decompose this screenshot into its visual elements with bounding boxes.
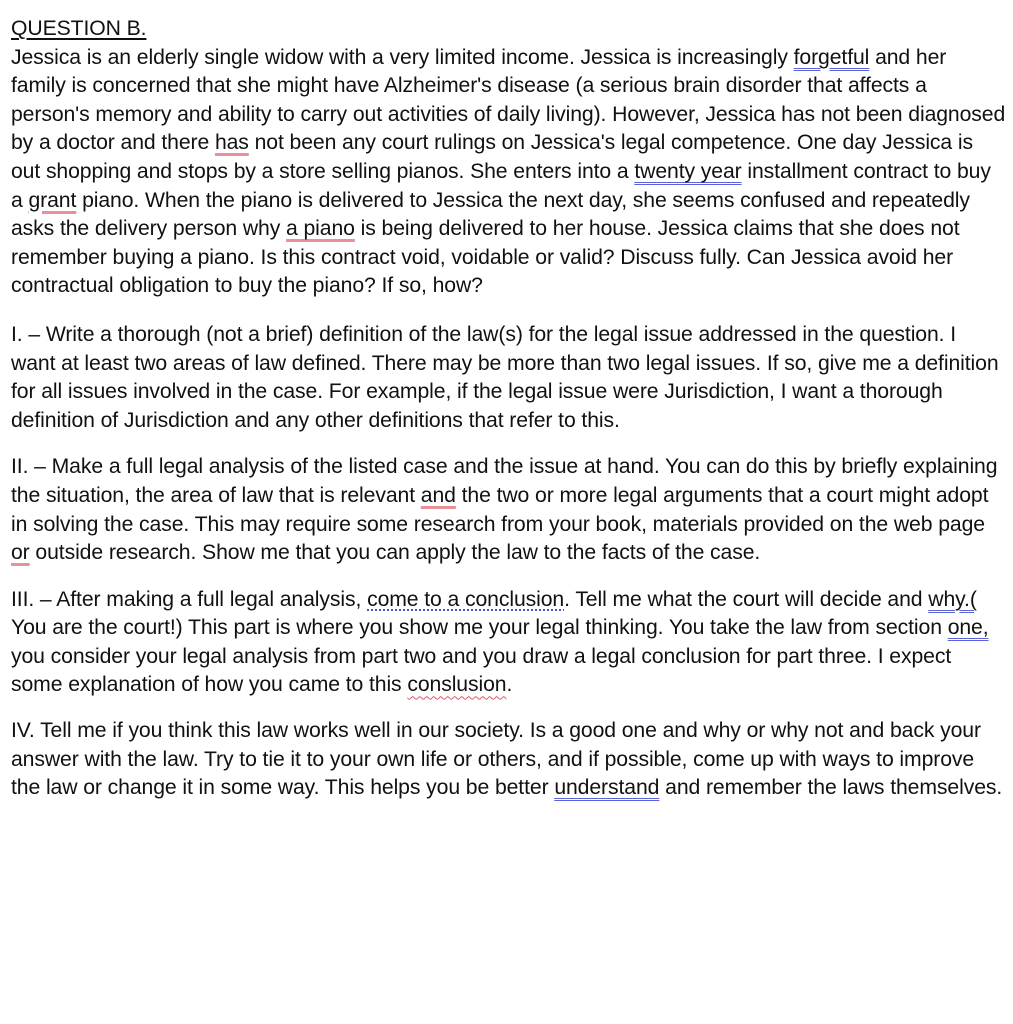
spellcheck-come-to-a-conclusion[interactable]: come to a conclusion (367, 587, 565, 611)
part-two-paragraph (11, 453, 1006, 567)
spellcheck-or[interactable]: or (11, 541, 30, 565)
question-text: piano. When the piano is delivered to Jessica the next day, she seems confused and repeatedly asks the delivery person why (11, 188, 970, 241)
part-one-text: I. – Write a thorough (not a brief) definition of the law(s) for the legal issue addressed in the question. I want at least two areas of law defined. There may be more than two legal issues. If so, give me a definition for all issues involved in the case. For example, if the legal issue were Jurisdiction, I want a thorough definition of Jurisdiction and any other definitions that refer to this. (11, 322, 999, 432)
question-text: Jessica is an elderly single widow with a very limited income. Jessica is increasingly (11, 45, 794, 69)
part-three-text: III. – After making a full legal analysis, (11, 587, 368, 611)
question-heading: QUESTION B. (11, 17, 147, 40)
spellcheck-forgetful[interactable]: forgetful (793, 45, 870, 69)
spellcheck-has[interactable]: has (214, 131, 249, 155)
question-text: installment contract to buy a (11, 159, 991, 212)
question-text: not been any court rulings on Jessica's legal competence. One day Jessica is out shopping and stops by a store selling pianos. She enters into a (11, 131, 973, 183)
part-four-paragraph (11, 717, 1006, 803)
spellcheck-twenty-year[interactable]: twenty year (634, 159, 742, 183)
part-two-text: outside research. Show me that you can apply the law to the facts of the case. (29, 541, 761, 565)
spellcheck-one[interactable]: one, (947, 616, 989, 640)
part-three-text: . Tell me what the court will decide and (564, 587, 929, 611)
spellcheck-grant[interactable]: grant (28, 188, 77, 212)
part-one-paragraph (11, 321, 1006, 435)
spellcheck-why[interactable]: why.( (928, 587, 977, 611)
spellcheck-a-piano[interactable]: a piano (286, 217, 355, 241)
part-four-text: IV. Tell me if you think this law works well in our society. Is a good one and why or why not and back your answer with the law. Try to tie it to your own life or others, and if possible, come up with ways to improve the law or change it in some way. This helps you be better (11, 719, 981, 800)
question-text: and her family is concerned that she might have Alzheimer's disease (a serious brain disorder that affects a person's memory and ability to carry out activities of daily living). However, Jessica has not been diagnosed by a doctor and there (11, 45, 1006, 155)
spellcheck-conslusion[interactable]: conslusion (407, 673, 507, 697)
part-three-text: . (506, 673, 513, 697)
spellcheck-understand[interactable]: understand (554, 776, 660, 800)
question-paragraph (11, 15, 1006, 301)
question-text: is being delivered to her house. Jessica claims that she does not remember buying a piano. Is this contract void, voidable or valid? Discuss fully. Can Jessica avoid her contractual obligation to buy the piano? If so, how? (11, 217, 960, 298)
part-three-text: You are the court!) This part is where you show me your legal thinking. You take the law from section (11, 616, 948, 640)
part-two-text: II. – Make a full legal analysis of the listed case and the issue at hand. You can do this by briefly explaining the situation, the area of law that is relevant (11, 455, 998, 507)
document-body (11, 15, 1006, 803)
part-three-text: you consider your legal analysis from part two and you draw a legal conclusion for part three. I expect some explanation of how you came to this (11, 644, 952, 697)
spellcheck-and[interactable]: and (420, 483, 456, 507)
part-three-paragraph (11, 586, 1006, 700)
part-four-text: and remember the laws themselves. (659, 776, 1003, 800)
part-two-text: the two or more legal arguments that a court might adopt in solving the case. This may require some research from your book, materials provided on the web page (11, 483, 989, 536)
